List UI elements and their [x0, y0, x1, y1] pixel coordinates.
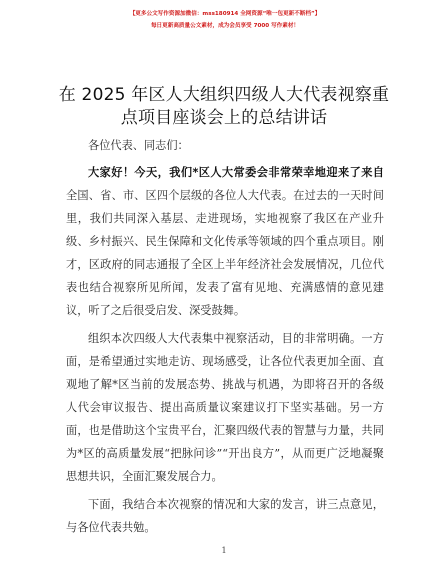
promo-banner-line-2: 每日更新高质量公文素材，成为会员享受 7000 写作素材！ [150, 23, 300, 29]
paragraph-1 [66, 161, 384, 322]
promo-banner-line-1: 【更多公文写作资源加微信：mss180914 全网资源“唯一包更新不断档”】 [129, 11, 321, 17]
paragraph-1-text: 全国、省、市、区四个层级的各位人大代表。在过去的一天时间里，我们共同深入基层、走进现场，实地视察了我区在产业升级、乡村振兴、民生保障和文化传承等领域的四个重点项目。刚才，区政府的同志通报了全区上半年经济社会发展情况，几位代表也结合视察所见所闻，发表了富有见地、充满感情的意见建议，听了之后很受启发、深受鼓舞。 [66, 189, 384, 317]
document-body [66, 134, 384, 544]
paragraph-3 [66, 493, 384, 539]
paragraph-1-lead: 大家好！今天，我们*区人大常委会非常荣幸地迎来了来自 [88, 166, 384, 179]
salutation: 各位代表、同志们： [88, 139, 189, 152]
paragraph-2-text: 组织本次四级人大代表集中视察活动，目的非常明确。一方面，是希望通过实地走访、现场感受，让各位代表更加全面、直观地了解*区当前的发展态势、挑战与机遇，为即将召开的各级人代会审议报告、提出高质量议案建议打下坚实基础。另一方面，也是借助这个宝贵平台，汇聚四级代表的智慧与力量，共同为*区的高质量发展“把脉问诊”“开出良方”，从而更广泛地凝聚思想共识，全面汇聚发展合力。 [66, 332, 384, 483]
document-title: 在 2025 年区人大组织四级人大代表视察重点项目座谈会上的总结讲话 [58, 85, 390, 128]
paragraph-2 [66, 327, 384, 488]
page-number: 1 [221, 546, 227, 555]
paragraph-3-text: 下面，我结合本次视察的情况和大家的发言，讲三点意见，与各位代表共勉。 [66, 498, 384, 534]
